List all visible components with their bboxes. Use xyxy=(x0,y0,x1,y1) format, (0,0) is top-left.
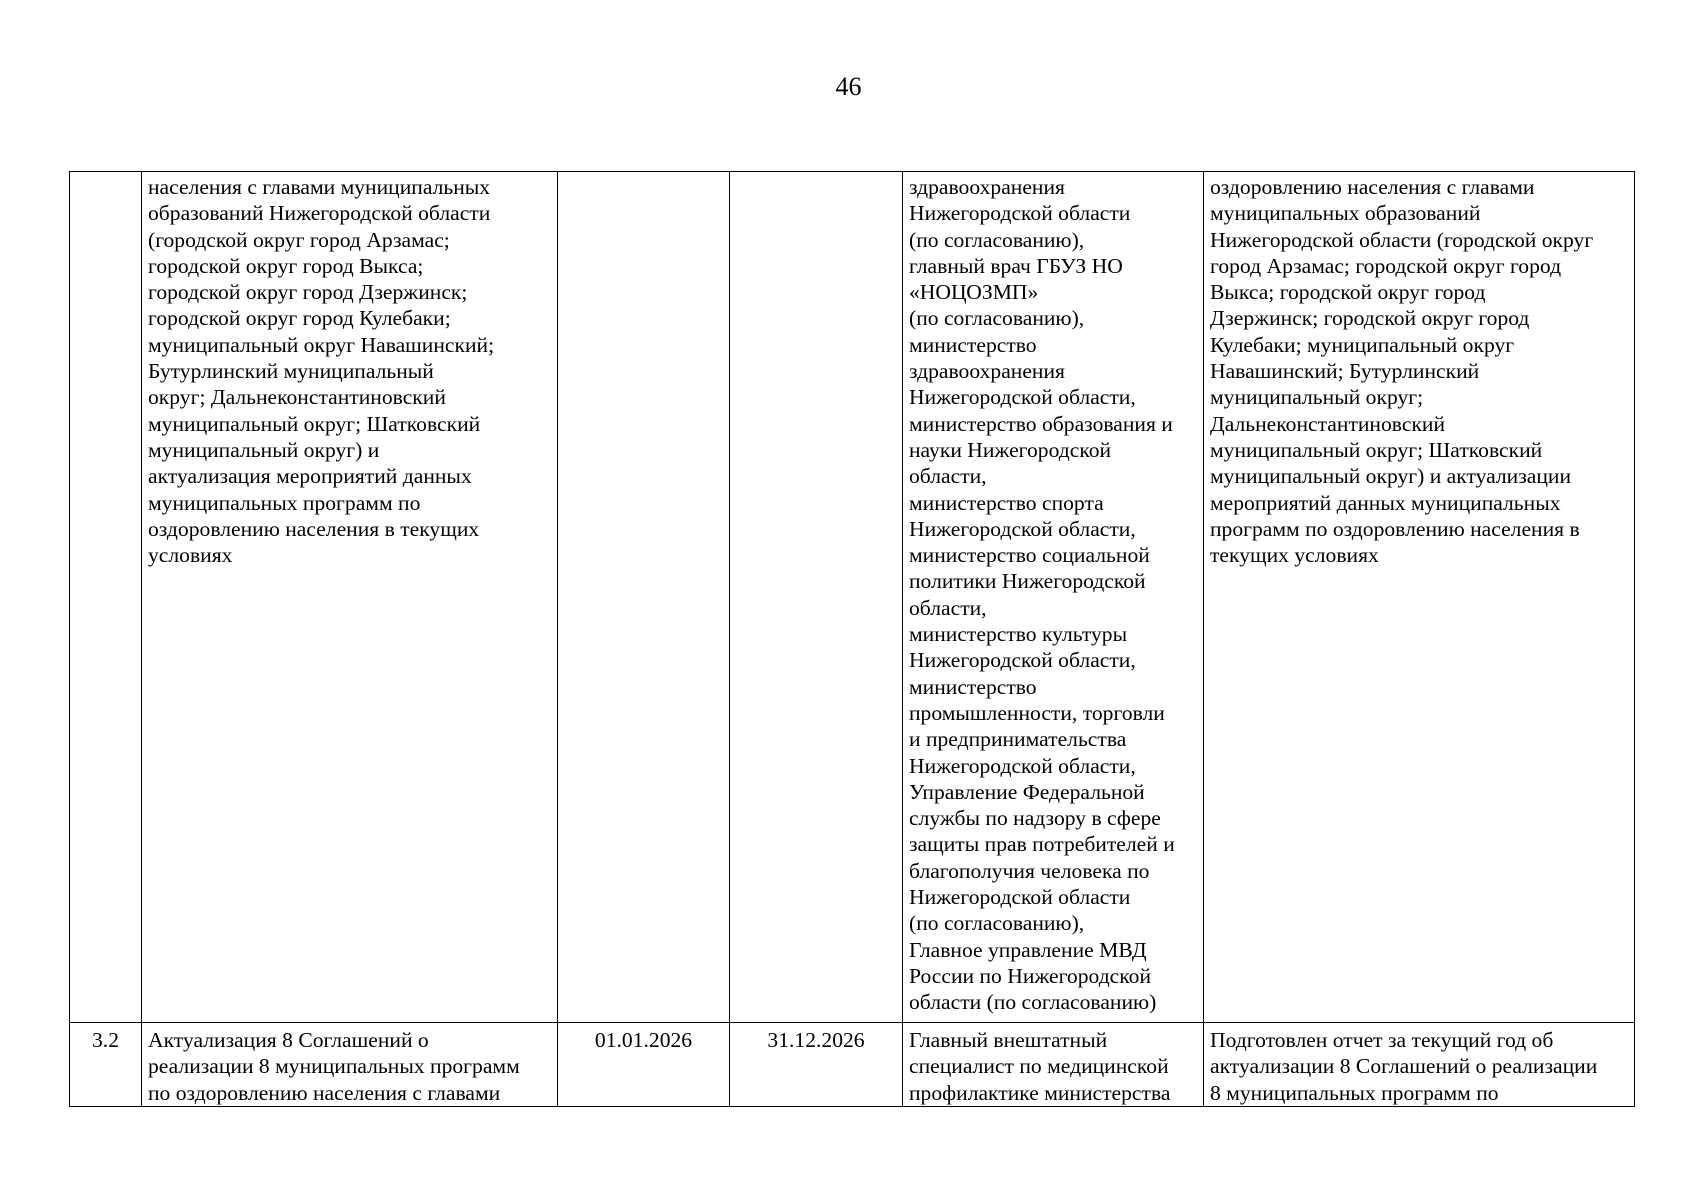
cell-text-line: оздоровлению населения с главами xyxy=(1210,175,1535,199)
cell-text-line: Кулебаки; муниципальный округ xyxy=(1210,332,1515,357)
cell-text-line: специалист по медицинской xyxy=(909,1054,1169,1079)
result-cell xyxy=(1204,1023,1635,1107)
cell-text-line: (по согласованию), xyxy=(909,227,1085,252)
cell-text-line: 8 муниципальных программ по xyxy=(1210,1080,1499,1105)
cell-text-line: населения с главами муниципальных xyxy=(148,175,491,199)
activity-plan-table xyxy=(69,171,1635,1107)
responsible-cell xyxy=(903,172,1204,1023)
end-date-cell: 31.12.2026 xyxy=(730,1023,903,1107)
cell-text-line: Бутурлинский муниципальный xyxy=(148,359,434,384)
cell-text-line: (по согласованию), xyxy=(909,306,1085,331)
cell-text-line: министерство xyxy=(909,332,1037,357)
activity-name-cell xyxy=(142,172,558,1023)
cell-text-line: Нижегородской области, xyxy=(909,516,1136,541)
result-cell xyxy=(1204,172,1635,1023)
cell-text-line: программ по оздоровлению населения в xyxy=(1210,516,1580,541)
row-number-cell: 3.2 xyxy=(70,1023,142,1107)
activity-name-cell xyxy=(142,1023,558,1107)
cell-text-line: науки Нижегородской xyxy=(909,437,1112,462)
cell-text-line: министерство образования и xyxy=(909,411,1173,436)
cell-text-line: оздоровлению населения в текущих xyxy=(148,516,480,541)
cell-text-line: защиты прав потребителей и xyxy=(909,832,1175,857)
cell-text-line: муниципальный округ; xyxy=(1210,385,1424,410)
cell-text-line: области, xyxy=(909,595,987,620)
cell-text-line: муниципальный округ; Шатковский xyxy=(148,411,481,436)
cell-text-line: образований Нижегородской области xyxy=(148,201,491,226)
page-number: 46 xyxy=(835,72,862,101)
cell-text-line: муниципальных программ по xyxy=(148,490,421,515)
cell-text-line: Главный внештатный xyxy=(909,1028,1108,1052)
cell-text-line: мероприятий данных муниципальных xyxy=(1210,490,1561,515)
cell-text-line: муниципальный округ; Шатковский xyxy=(1210,437,1543,462)
cell-text-line: город Арзамас; городской округ город xyxy=(1210,253,1562,278)
table-row xyxy=(70,172,1635,1023)
start-date-cell xyxy=(558,172,730,1023)
cell-text-line: муниципальных образований xyxy=(1210,201,1481,226)
cell-text-line: Нижегородской области xyxy=(909,201,1131,226)
table-row xyxy=(70,1023,1635,1107)
cell-text-line: городской округ город Выкса; xyxy=(148,253,424,278)
cell-text-line: области (по согласованию) xyxy=(909,990,1157,1015)
cell-text-line: Нижегородской области (городской округ xyxy=(1210,227,1594,252)
cell-text-line: актуализация мероприятий данных xyxy=(148,464,472,489)
cell-text-line: «НОЦОЗМП» xyxy=(909,280,1039,305)
cell-text-line: главный врач ГБУЗ НО xyxy=(909,253,1123,278)
cell-text-line: политики Нижегородской xyxy=(909,569,1146,594)
responsible-cell xyxy=(903,1023,1204,1107)
cell-text-line: Выкса; городской округ город xyxy=(1210,280,1486,305)
cell-text-line: округ; Дальнеконстантиновский xyxy=(148,385,446,410)
cell-text-line: условиях xyxy=(148,543,233,568)
cell-text-line: министерство социальной xyxy=(909,543,1150,568)
cell-text-line: (городской округ город Арзамас; xyxy=(148,227,450,252)
row-number-cell xyxy=(70,172,142,1023)
cell-text-line: Дзержинск; городской округ город xyxy=(1210,306,1530,331)
cell-text-line: актуализации 8 Соглашений о реализации xyxy=(1210,1054,1598,1079)
cell-text-line: Нижегородской области xyxy=(909,885,1131,910)
cell-text-line: промышленности, торговли xyxy=(909,700,1165,725)
cell-text-line: министерство спорта xyxy=(909,490,1104,515)
cell-text-line: городской округ город Кулебаки; xyxy=(148,306,451,331)
cell-text-line: Навашинский; Бутурлинский xyxy=(1210,359,1480,384)
cell-text-line: реализации 8 муниципальных программ xyxy=(148,1054,520,1079)
cell-text-line: здравоохранения xyxy=(909,359,1065,384)
cell-text-line: службы по надзору в сфере xyxy=(909,806,1161,831)
cell-text-line: текущих условиях xyxy=(1210,543,1379,568)
cell-text-line: Дальнеконстантиновский xyxy=(1210,411,1446,436)
cell-text-line: министерство xyxy=(909,674,1037,699)
cell-text-line: Подготовлен отчет за текущий год об xyxy=(1210,1028,1554,1052)
cell-text-line: (по согласованию), xyxy=(909,911,1085,936)
cell-text-line: министерство культуры xyxy=(909,622,1128,647)
cell-text-line: городской округ город Дзержинск; xyxy=(148,280,468,305)
end-date-cell xyxy=(730,172,903,1023)
cell-text-line: Нижегородской области, xyxy=(909,385,1136,410)
cell-text-line: Главное управление МВД xyxy=(909,937,1147,962)
cell-text-line: профилактике министерства xyxy=(909,1080,1171,1105)
cell-text-line: муниципальный округ) и xyxy=(148,437,380,462)
cell-text-line: муниципальный округ) и актуализации xyxy=(1210,464,1571,489)
cell-text-line: Нижегородской области, xyxy=(909,753,1136,778)
cell-text-line: Актуализация 8 Соглашений о xyxy=(148,1028,429,1052)
cell-text-line: области, xyxy=(909,464,987,489)
start-date-cell: 01.01.2026 xyxy=(558,1023,730,1107)
cell-text-line: Управление Федеральной xyxy=(909,779,1145,804)
cell-text-line: муниципальный округ Навашинский; xyxy=(148,332,495,357)
cell-text-line: благополучия человека по xyxy=(909,858,1150,883)
cell-text-line: и предпринимательства xyxy=(909,727,1127,752)
cell-text-line: России по Нижегородской xyxy=(909,963,1152,988)
cell-text-line: по оздоровлению населения с главами xyxy=(148,1080,501,1105)
cell-text-line: Нижегородской области, xyxy=(909,648,1136,673)
cell-text-line: здравоохранения xyxy=(909,175,1065,199)
